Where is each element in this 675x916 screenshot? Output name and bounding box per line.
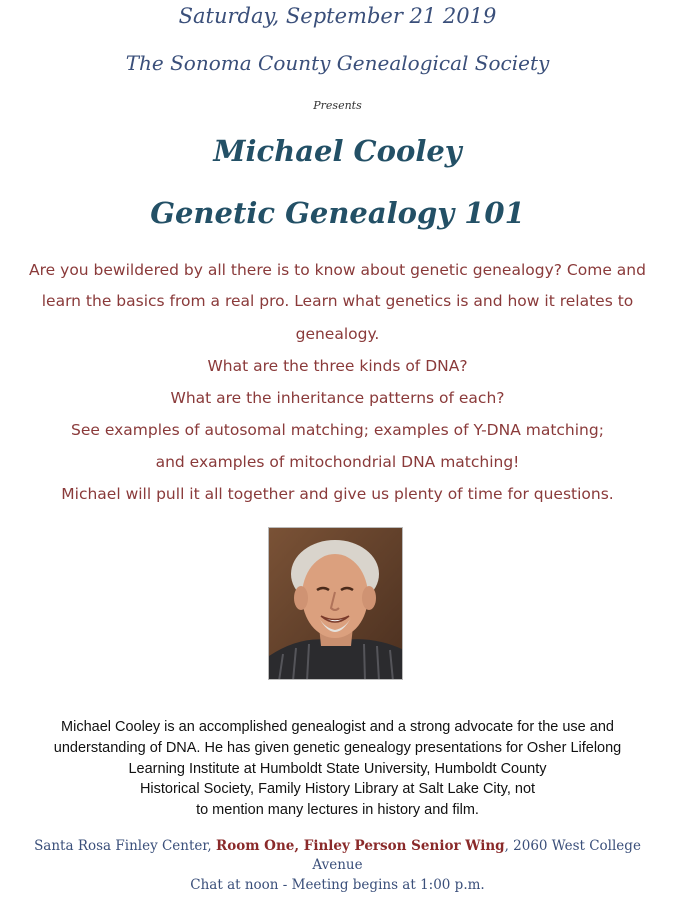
bio-line: Learning Institute at Humboldt State University, Humboldt County: [128, 761, 547, 777]
description-line: and examples of mitochondrial DNA matching!: [155, 453, 520, 471]
talk-title: Genetic Genealogy 101: [150, 196, 525, 230]
venue-prefix: Santa Rosa Finley Center,: [34, 838, 216, 854]
bio-line: Michael Cooley is an accomplished genealogist and a strong advocate for the use and: [61, 719, 614, 735]
bio-line: Historical Society, Family History Library at Salt Lake City, not: [139, 781, 536, 797]
description-line: What are the three kinds of DNA?: [207, 357, 468, 375]
event-date: Saturday, September 21 2019: [178, 4, 497, 28]
venue-suffix: , 2060 West College: [504, 838, 641, 854]
venue-address: [0, 838, 675, 854]
description-line: See examples of autosomal matching; examples of Y-DNA matching;: [71, 421, 604, 439]
description-line: Michael will pull it all together and give us plenty of time for questions.: [61, 485, 614, 503]
description-line: What are the inheritance patterns of each?: [170, 389, 505, 407]
description-line: genealogy.: [295, 325, 380, 343]
bio-line: to mention many lectures in history and film.: [196, 802, 479, 818]
society-name: The Sonoma County Genealogical Society: [125, 51, 550, 75]
speaker-name: Michael Cooley: [213, 134, 462, 168]
speaker-photo: [268, 527, 403, 680]
venue-room: Room One: [215, 838, 295, 854]
presents-label: Presents: [313, 99, 362, 112]
venue-wing: Finley Person Senior Wing: [303, 838, 505, 854]
meeting-times: Chat at noon - Meeting begins at 1:00 p.m.: [190, 877, 485, 893]
venue-sep: ,: [294, 838, 304, 854]
description-line: learn the basics from a real pro. Learn what genetics is and how it relates to: [41, 292, 634, 310]
bio-line: understanding of DNA. He has given genetic genealogy presentations for Osher Lifelong: [53, 740, 622, 756]
description-line: Are you bewildered by all there is to know about genetic genealogy? Come and: [29, 261, 646, 279]
venue-address-line2: Avenue: [312, 857, 363, 873]
